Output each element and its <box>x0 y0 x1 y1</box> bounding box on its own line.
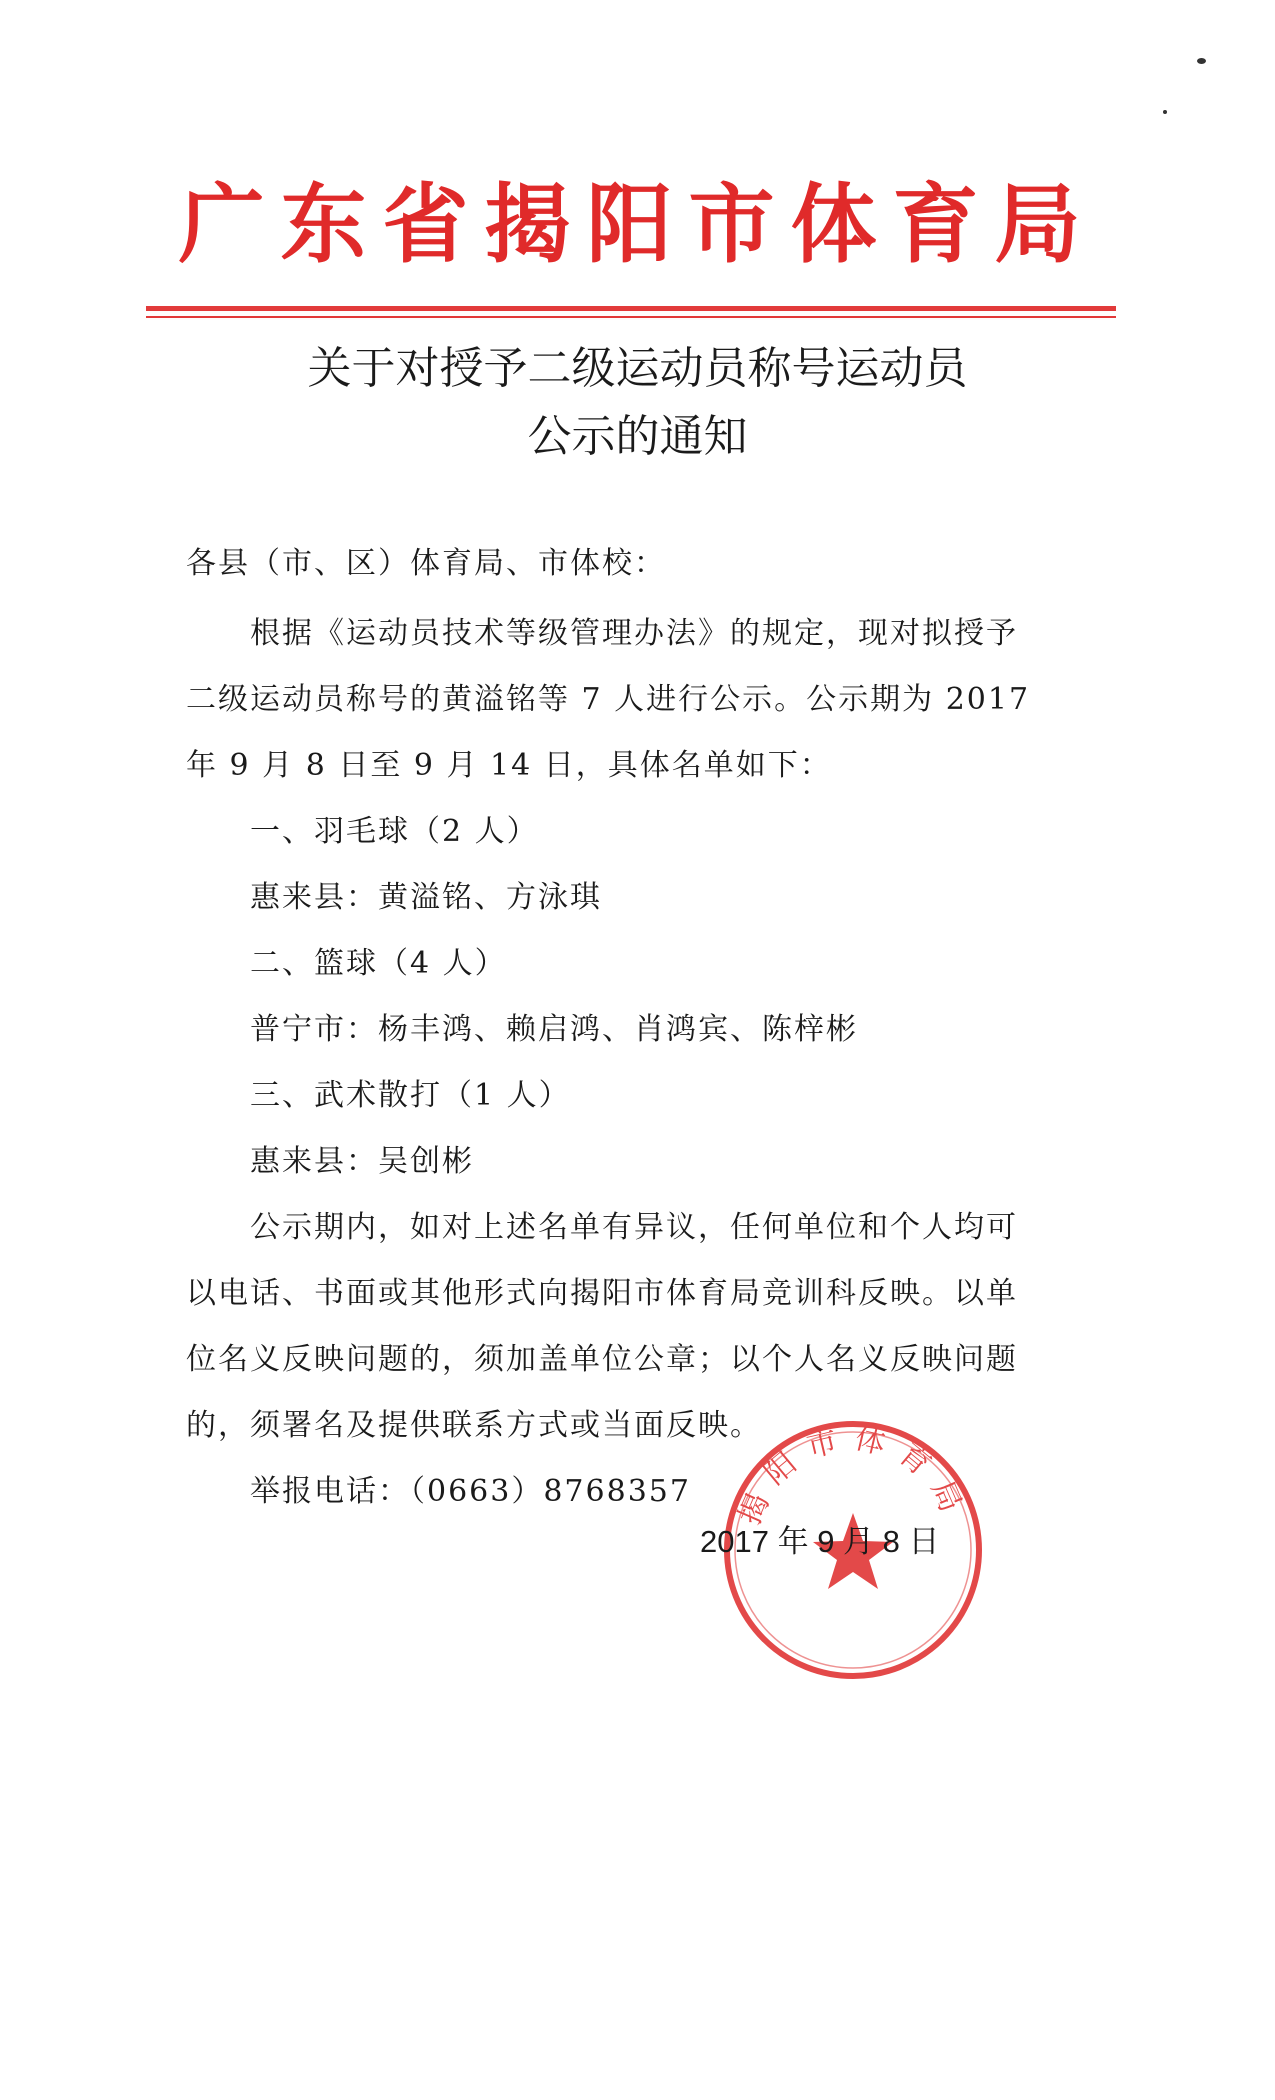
section-names: 普宁市：杨丰鸿、赖启鸿、肖鸿宾、陈梓彬 <box>250 1012 858 1047</box>
section-names: 惠来县：吴创彬 <box>250 1144 474 1179</box>
paragraph-line: 以电话、书面或其他形式向揭阳市体育局竞训科反映。以单 <box>186 1276 1018 1311</box>
section-names: 惠来县：黄溢铭、方泳琪 <box>250 880 602 915</box>
paragraph-line: 的，须署名及提供联系方式或当面反映。 <box>186 1408 762 1443</box>
letterhead-rule <box>146 306 1116 311</box>
paragraph-line: 二级运动员称号的黄溢铭等 7 人进行公示。公示期为 2017 <box>186 682 1031 717</box>
paragraph-line: 年 9 月 8 日至 9 月 14 日，具体名单如下： <box>186 748 832 783</box>
salutation: 各县（市、区）体育局、市体校： <box>186 546 666 581</box>
notice-title-line2: 公示的通知 <box>527 411 748 462</box>
signature-date: 2017 年 9 月 8 日 <box>700 1524 940 1559</box>
letterhead-title: 广东省揭阳市体育局 <box>178 174 1097 275</box>
notice-title-line1: 关于对授予二级运动员称号运动员 <box>307 343 968 394</box>
paragraph-line: 根据《运动员技术等级管理办法》的规定，现对拟授予 <box>250 616 1018 651</box>
section-heading: 三、武术散打（1 人） <box>250 1078 571 1113</box>
letterhead-rule-thin <box>146 316 1116 318</box>
section-heading: 一、羽毛球（2 人） <box>250 814 539 849</box>
scan-speck <box>1197 58 1206 64</box>
paragraph-line: 公示期内，如对上述名单有异议，任何单位和个人均可 <box>250 1210 1018 1245</box>
hotline: 举报电话：（0663）8768357 <box>250 1474 691 1509</box>
svg-text:揭阳市体育局: 揭阳市体育局 <box>732 1420 974 1530</box>
section-heading: 二、篮球（4 人） <box>250 946 507 981</box>
scan-speck <box>1163 110 1167 114</box>
paragraph-line: 位名义反映问题的，须加盖单位公章；以个人名义反映问题 <box>186 1342 1018 1377</box>
